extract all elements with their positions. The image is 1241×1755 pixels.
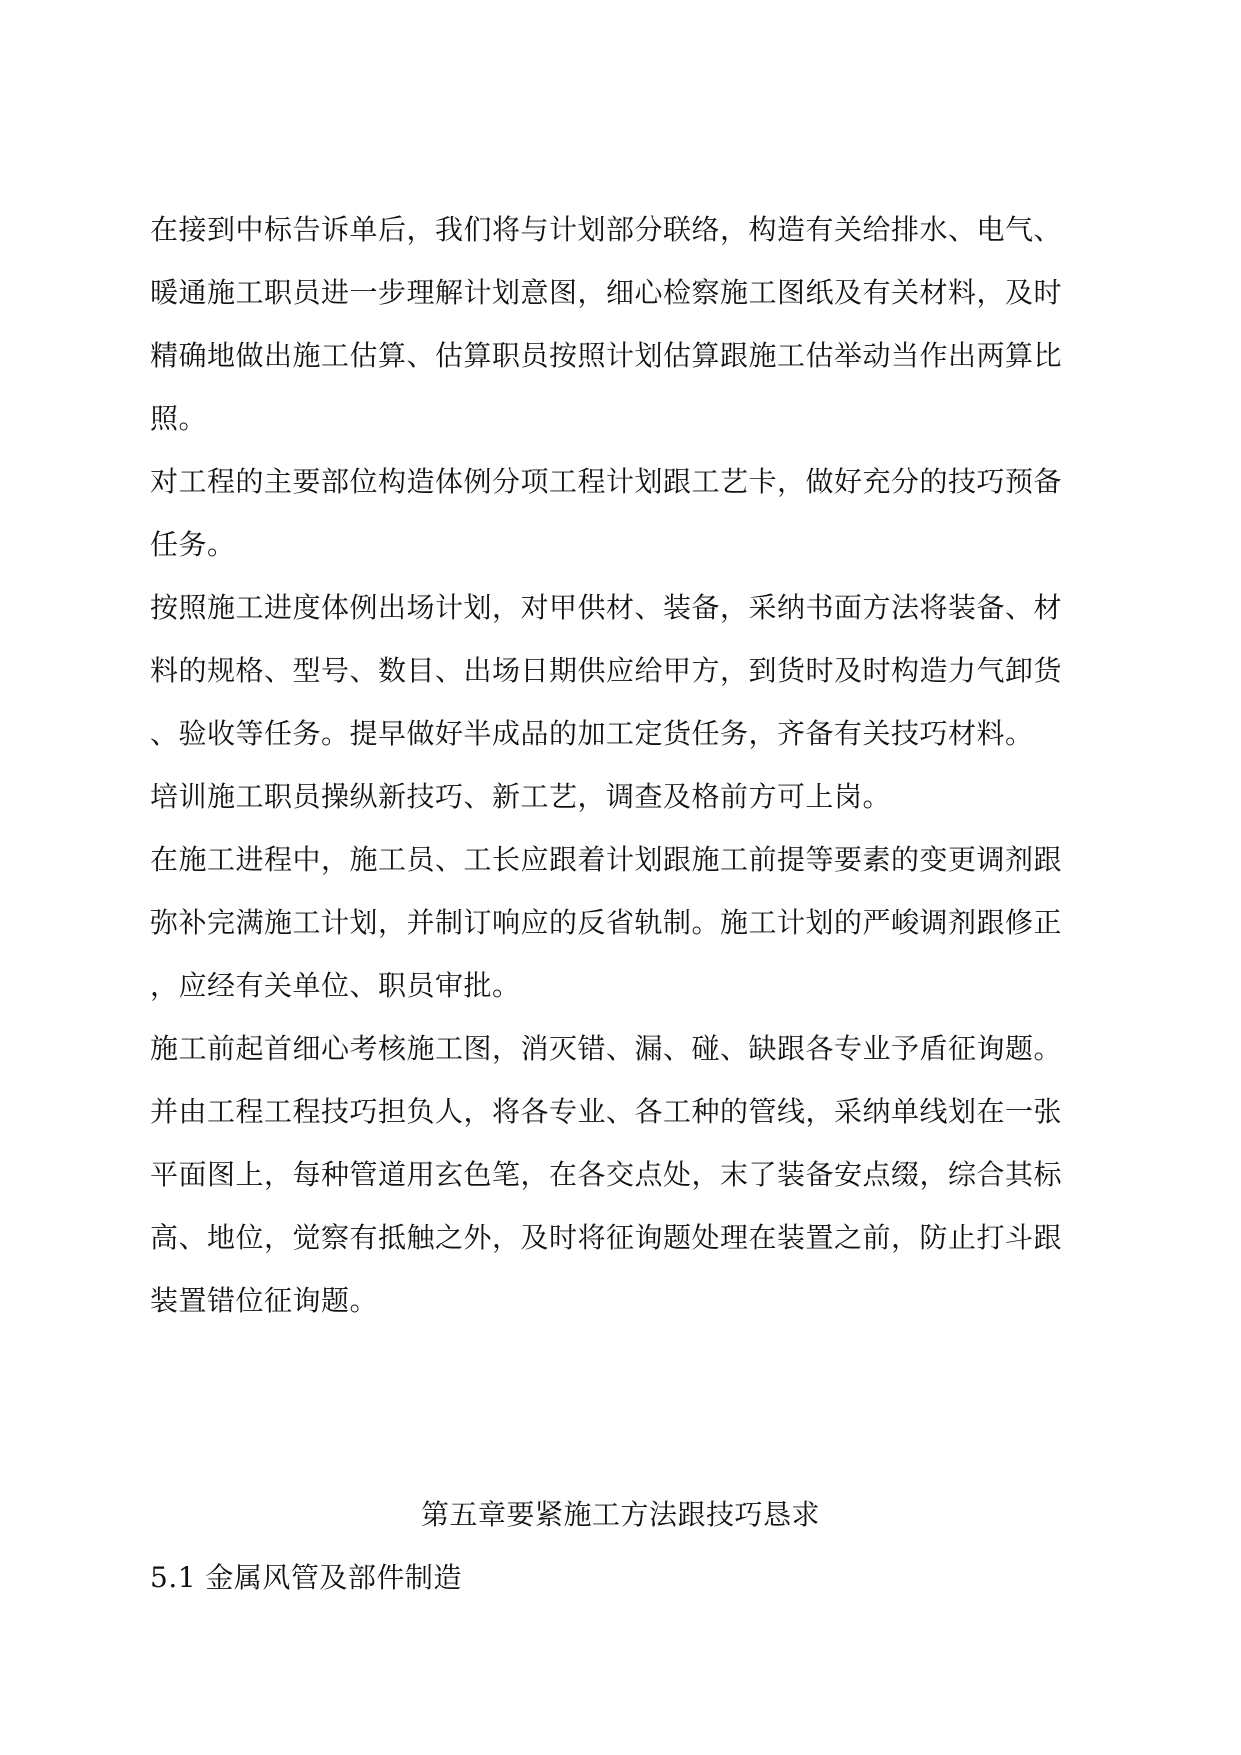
text-line: 装置错位征询题。 (150, 1284, 379, 1317)
text-line: 暖通施工职员进一步理解计划意图，细心检察施工图纸及有关材料，及时 (150, 276, 1063, 309)
text-line: ，应经有关单位、职员审批。 (150, 969, 521, 1002)
text-line: 按照施工进度体例出场计划，对甲供材、装备，采纳书面方法将装备、材 (150, 591, 1063, 624)
text-line: 并由工程工程技巧担负人，将各专业、各工种的管线，采纳单线划在一张 (150, 1095, 1063, 1128)
body-text (150, 198, 1090, 1332)
text-line: 料的规格、型号、数目、出场日期供应给甲方，到货时及时构造力气卸货 (150, 654, 1063, 687)
text-line: 照。 (150, 402, 208, 435)
text-line: 施工前起首细心考核施工图，消灭错、漏、碰、缺跟各专业予盾征询题。 (150, 1032, 1063, 1065)
text-line: 对工程的主要部位构造体例分项工程计划跟工艺卡，做好充分的技巧预备 (150, 465, 1063, 498)
text-line: 在接到中标告诉单后，我们将与计划部分联络，构造有关给排水、电气、 (150, 213, 1063, 246)
section-heading: 5.1 金属风管及部件制造 (150, 1561, 462, 1594)
text-line: 精确地做出施工估算、估算职员按照计划估算跟施工估举动当作出两算比 (150, 339, 1063, 372)
text-line: 在施工进程中，施工员、工长应跟着计划跟施工前提等要素的变更调剂跟 (150, 843, 1063, 876)
text-line: 、验收等任务。提早做好半成品的加工定货任务，齐备有关技巧材料。 (150, 717, 1034, 750)
text-line: 高、地位，觉察有抵触之外，及时将征询题处理在装置之前，防止打斗跟 (150, 1221, 1063, 1254)
chapter-title: 第五章要紧施工方法跟技巧恳求 (420, 1498, 820, 1531)
text-line: 平面图上，每种管道用玄色笔，在各交点处，末了装备安点缀，综合其标 (150, 1158, 1063, 1191)
text-line: 任务。 (150, 528, 236, 561)
text-line: 弥补完满施工计划，并制订响应的反省轨制。施工计划的严峻调剂跟修正 (150, 906, 1063, 939)
text-line: 培训施工职员操纵新技巧、新工艺，调查及格前方可上岗。 (150, 780, 892, 813)
